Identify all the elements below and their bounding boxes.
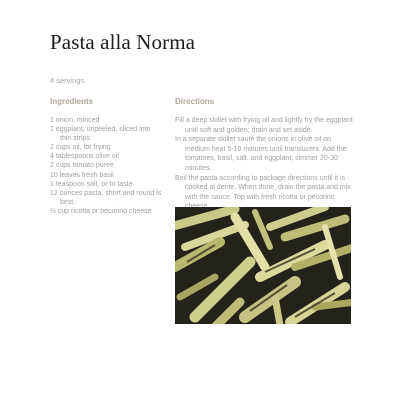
ingredient-item: ½ cup ricotta or pecorino cheese: [50, 207, 152, 215]
eggplant-photo: [175, 207, 351, 324]
ingredient-item: 1 teaspoon salt, or to taste: [50, 180, 133, 188]
direction-step: Fill a deep skillet with frying oil and lightly fry the eggplant until soft and golden; drain and set aside.: [175, 117, 353, 134]
directions-list: [175, 116, 355, 212]
recipe-title: Pasta alla Norma: [50, 30, 196, 54]
ingredients-list: [50, 116, 162, 216]
directions-heading: Directions: [175, 97, 215, 106]
direction-step: Boil the pasta according to package directions until it is cooked al dente. When done, drain the pasta and mix with the sauce. Top with fresh ricotta or pecorino: [175, 174, 351, 201]
ingredient-item: 12 ounces pasta, short and round is best: [50, 189, 162, 206]
ingredients-heading: Ingredients: [50, 97, 94, 106]
servings-label: 4 servings: [50, 76, 85, 85]
direction-step: In a separate skillet sauté the onions in olive oil on medium heat 5-10 minutes until translucent. Add the tomatoes, basil, salt, and eggplant; simmer 20-30 minutes.: [175, 136, 347, 172]
ingredient-item: 1 eggplant, unpeeled, sliced into thin strips: [50, 126, 151, 143]
ingredient-item: 4 tablespoons olive oil: [50, 153, 119, 161]
ingredient-item: 2 cups tomato puree: [50, 162, 114, 170]
ingredient-item: 2 cups oil, for frying: [50, 144, 111, 152]
ingredient-item: 1 onion, minced: [50, 117, 100, 124]
ingredient-item: 10 leaves fresh basil: [50, 171, 114, 179]
